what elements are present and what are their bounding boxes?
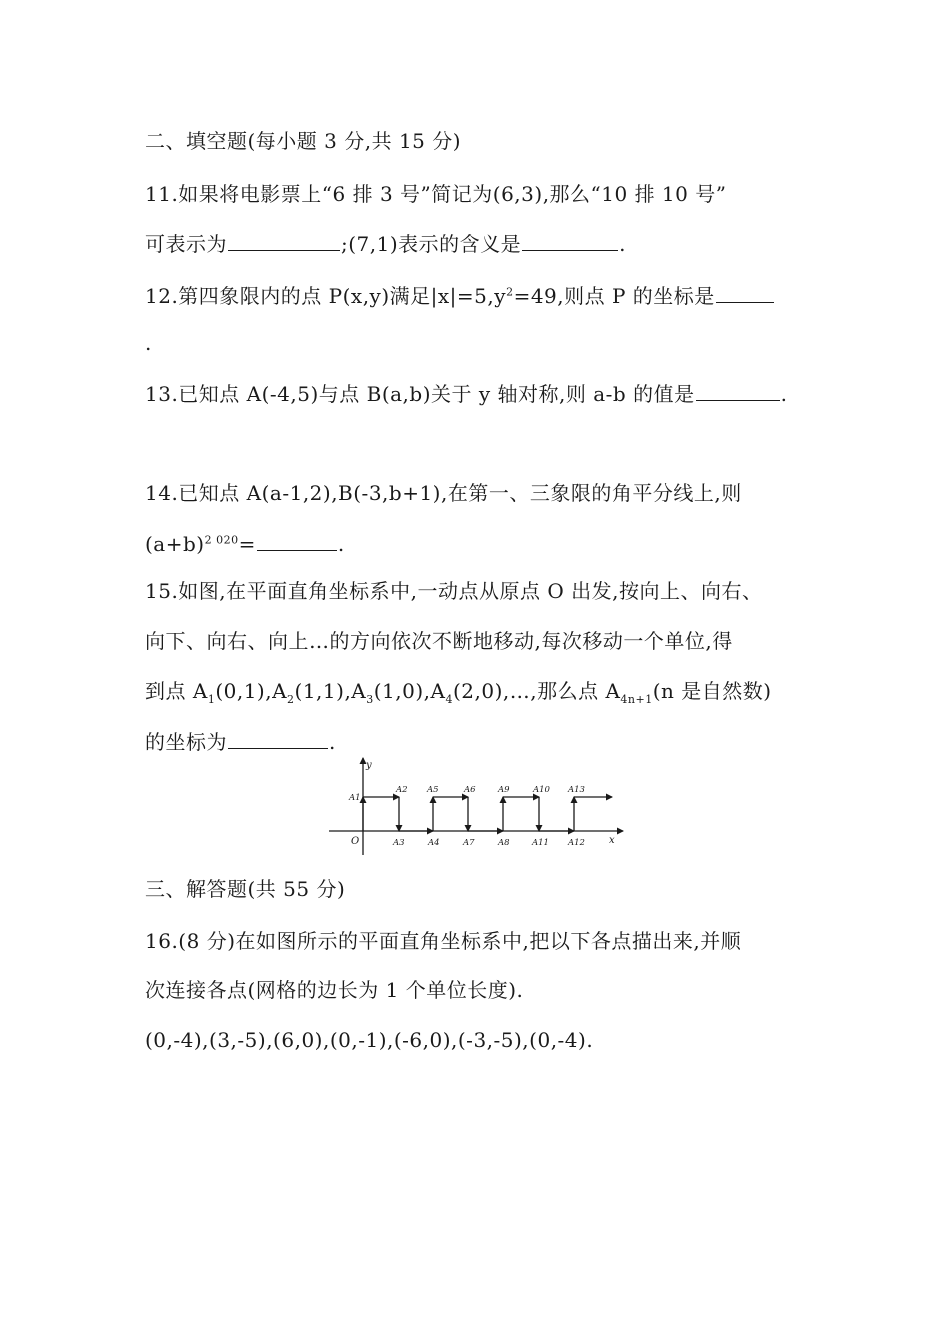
q16-line1: 16.(8 分)在如图所示的平面直角坐标系中,把以下各点描出来,并顺: [145, 929, 742, 953]
point-label-A9: A9: [498, 785, 510, 795]
q13-end: .: [780, 382, 788, 406]
q15-line1: 15.如图,在平面直角坐标系中,一动点从原点 O 出发,按向上、向右、: [145, 579, 763, 603]
section-2-heading: 二、填空题(每小题 3 分,共 15 分): [145, 129, 462, 153]
q12-line1: [145, 282, 775, 309]
q15-sub5: 4n+1: [620, 693, 653, 706]
q14-line1: 14.已知点 A(a-1,2),B(-3,b+1),在第一、三象限的角平分线上,则: [145, 481, 742, 505]
q16-line3: (0,-4),(3,-5),(6,0),(0,-1),(-6,0),(-3,-5),(0,-4).: [145, 1028, 594, 1052]
q11-line1: 11.如果将电影票上“6 排 3 号”简记为(6,3),那么“10 排 10 号”: [145, 182, 727, 206]
q15-line4: [145, 728, 336, 755]
q13-text: 13.已知点 A(-4,5)与点 B(a,b)关于 y 轴对称,则 a-b 的值是: [145, 382, 695, 406]
q14-exponent: 2 020: [204, 533, 239, 547]
q15-path-figure: [325, 755, 625, 855]
point-label-A13: A13: [568, 785, 585, 795]
q13-line: [145, 380, 787, 407]
q11-answer-blank-1[interactable]: [228, 230, 340, 251]
q15-sub3: 3: [366, 693, 374, 706]
point-label-A1: A1: [349, 793, 361, 803]
point-label-A10: A10: [533, 785, 550, 795]
q14-equals: =: [238, 532, 256, 556]
q12-exponent: 2: [506, 285, 514, 299]
q15-t1: 到点 A: [145, 679, 208, 703]
q12-line2: .: [145, 331, 152, 355]
q15-answer-blank[interactable]: [228, 728, 328, 749]
q15-end: .: [329, 730, 336, 754]
point-label-A5: A5: [427, 785, 439, 795]
q13-answer-blank[interactable]: [696, 380, 780, 401]
point-label-A7: A7: [463, 838, 475, 848]
q15-line2: 向下、向右、向上…的方向依次不断地移动,每次移动一个单位,得: [145, 629, 733, 653]
q15-t3: (1,1),A: [294, 679, 367, 703]
q14-line2: [145, 530, 345, 557]
q14-end: .: [337, 532, 345, 556]
q15-t6: (n 是自然数): [652, 679, 772, 703]
q11-text-a: 可表示为: [145, 232, 227, 256]
q15-sub1: 1: [207, 693, 216, 706]
q15-t2: (0,1),A: [215, 679, 288, 703]
q14-answer-blank[interactable]: [257, 530, 337, 551]
point-label-A3: A3: [393, 838, 405, 848]
path-arrows: [363, 797, 612, 831]
q15-t5: (2,0),…,那么点 A: [452, 679, 621, 703]
point-label-A12: A12: [568, 838, 585, 848]
q15-line3: [145, 678, 772, 704]
point-label-A2: A2: [396, 785, 408, 795]
y-axis-label: y: [366, 760, 372, 771]
q12-text-a: 12.第四象限内的点 P(x,y)满足|x|=5,y: [145, 284, 507, 308]
section-3-heading: 三、解答题(共 55 分): [145, 877, 346, 901]
q12-answer-blank[interactable]: [716, 282, 774, 303]
origin-label: O: [351, 836, 360, 847]
x-axis-label: x: [609, 835, 615, 846]
point-label-A6: A6: [464, 785, 476, 795]
q15-text-a: 的坐标为: [145, 730, 227, 754]
q11-answer-blank-2[interactable]: [522, 230, 618, 251]
point-label-A11: A11: [532, 838, 549, 848]
q11-line2: [145, 230, 626, 257]
point-label-A4: A4: [428, 838, 440, 848]
q11-text-c: .: [619, 232, 627, 256]
q12-text-b: =49,则点 P 的坐标是: [513, 284, 715, 308]
point-label-A8: A8: [498, 838, 510, 848]
q14-base: (a+b): [145, 532, 205, 556]
q16-line2: 次连接各点(网格的边长为 1 个单位长度).: [145, 978, 524, 1002]
q15-sub4: 4: [445, 693, 453, 706]
q15-sub2: 2: [287, 693, 295, 706]
q11-text-b: ;(7,1)表示的含义是: [341, 232, 522, 256]
q15-t4: (1,0),A: [373, 679, 446, 703]
